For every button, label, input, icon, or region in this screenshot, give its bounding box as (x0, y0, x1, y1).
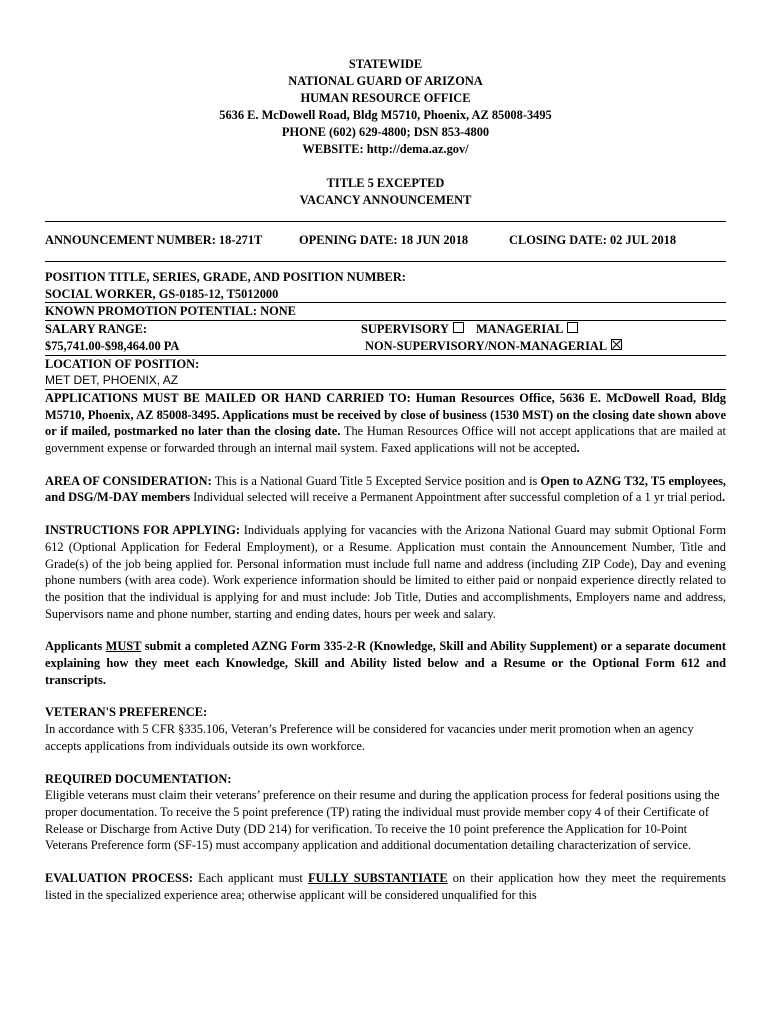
veterans-preference-text: In accordance with 5 CFR §335.106, Veteran’s Preference will be considered for vacancies under merit promotion when an agency accepts applications from individuals outside its own workforce. (45, 722, 694, 753)
applications-text: The Human Resources Office will not accept applications that are mailed at government expense or forwarded through an internal mail system. Faxed applications will not be accepted (45, 424, 726, 456)
salary-value-row (45, 338, 726, 355)
area-period: . (721, 490, 726, 505)
instructions-text: Individuals applying for vacancies with the Arizona National Guard may submit Optional Form 612 (Optional Application for Federal Employment), or a Resume. Application must contain the Announcement Number, Title and Grade(s) of the job being applied for. Personal information must include full name and address (including ZIP Code), Day and evening phone numbers (with area code). Work experience information should be limited to either paid or nonpaid experience directly related to the position that the individual is applying for and must include: Job Title, Duties and accomplishments, Employers name and address, Supervisors name and phone number, starting and ending dates, hours per week and salary. (45, 523, 726, 621)
document-title-type: TITLE 5 EXCEPTED (326, 176, 445, 190)
header-line-office: HUMAN RESOURCE OFFICE (300, 91, 471, 105)
must-text: MUST (105, 639, 142, 654)
closing-date: CLOSING DATE: 02 JUL 2018 (509, 233, 677, 247)
area-label: AREA OF CONSIDERATION: (45, 473, 212, 488)
area-text: This is a National Guard Title 5 Excepted Service position and is (211, 473, 541, 488)
managerial-checkbox[interactable] (567, 322, 578, 333)
header-line-website: WEBSITE: http://dema.az.gov/ (302, 142, 469, 156)
non-supervisory-label: NON-SUPERVISORY/NON-MANAGERIAL (365, 338, 608, 353)
header-line-statewide: STATEWIDE (348, 57, 423, 71)
header-line-address: 5636 E. McDowell Road, Bldg M5710, Phoenix, AZ 85008-3495 (219, 108, 552, 122)
document-content (45, 56, 726, 904)
salary-label: SALARY RANGE: (45, 322, 148, 337)
area-text-2: Individual selected will receive a Permanent Appointment after successful completion of a 1 yr trial period (190, 490, 722, 505)
instructions-paragraph (45, 522, 726, 622)
evaluation-text-2: on their application how they meet the requirements listed in the specialized experience area; otherwise applicant will be considered unqualified for this (45, 871, 727, 902)
evaluation-label: EVALUATION PROCESS: (45, 871, 193, 886)
announcement-row (45, 232, 726, 249)
instructions-label: INSTRUCTIONS FOR APPLYING: (45, 523, 241, 538)
location-value: MET DET, PHOENIX, AZ (45, 373, 179, 388)
salary-value: $75,741.00-$98,464.00 PA (45, 338, 180, 353)
evaluation-text: Each applicant must (192, 871, 309, 886)
location-label: LOCATION OF POSITION: (45, 356, 200, 371)
veterans-preference-label: VETERAN'S PREFERENCE: (45, 705, 208, 720)
area-bold-text: Open to AZNG T32, T5 employees, and DSG/M-DAY members (45, 473, 726, 505)
applications-bold-text: APPLICATIONS MUST BE MAILED OR HAND CARRIED TO: Human Resources Office, 5636 E. McDowell Road, Bldg M5710, Phoenix, AZ 85008-3495. Applications must be received by close of business (1530 MST) on the closing date shown above or if mailed, postmarked no later than the closing date. (45, 390, 726, 439)
header-line-phone: PHONE (602) 629-4800; DSN 853-4800 (281, 125, 490, 139)
agency-header (45, 56, 726, 209)
applications-period: . (576, 441, 580, 456)
required-documentation-text: Eligible veterans must claim their veterans’ preference on their resume and during the application process for federal positions using the proper documentation. To receive the 5 point preference (TP) rating the individual must provide member copy 4 of their Certificate of Release or Discharge from Active Duty (DD 214) for verification. To receive the 10 point preference the Application for 10-Point Veterans Preference form (SF-15) must accompany application and additional documentation detailing characterization of service. (45, 788, 720, 853)
position-title-value: SOCIAL WORKER, GS-0185-12, T5012000 (45, 286, 279, 301)
supervisory-checkbox[interactable] (453, 322, 464, 333)
applicants-paragraph (45, 638, 726, 688)
opening-date: OPENING DATE: 18 JUN 2018 (299, 233, 469, 247)
managerial-label: MANAGERIAL (475, 322, 564, 337)
header-line-agency: NATIONAL GUARD OF ARIZONA (288, 74, 483, 88)
document-title: VACANCY ANNOUNCEMENT (299, 193, 472, 207)
applicants-text: Applicants (45, 639, 106, 654)
announcement-number: ANNOUNCEMENT NUMBER: 18-271T (45, 233, 263, 247)
fully-substantiate-text: FULLY SUBSTANTIATE (308, 871, 448, 886)
salary-row (45, 321, 726, 338)
area-of-consideration-paragraph (45, 473, 726, 506)
evaluation-paragraph (45, 870, 726, 903)
required-documentation-label: REQUIRED DOCUMENTATION: (45, 771, 232, 786)
non-supervisory-checkbox[interactable] (611, 339, 622, 350)
position-title-label: POSITION TITLE, SERIES, GRADE, AND POSITION NUMBER: (45, 270, 406, 284)
applications-paragraph (45, 390, 726, 457)
applicants-text-2: submit a completed AZNG Form 335-2-R (Knowledge, Skill and Ability Supplement) or a separate document explaining how they meet each Knowledge, Skill and Ability listed below and a Resume or the Optional Form 612 and transcripts. (45, 639, 726, 687)
supervisory-label: SUPERVISORY (361, 322, 449, 337)
promotion-potential: KNOWN PROMOTION POTENTIAL: NONE (45, 304, 296, 319)
